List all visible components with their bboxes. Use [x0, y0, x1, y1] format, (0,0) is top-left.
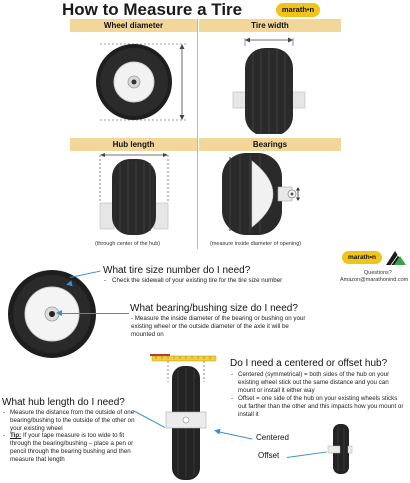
- hub-side-view-image: [146, 350, 226, 482]
- contact-questions: Questions?: [364, 270, 392, 276]
- centered-definition: Centered (symmetrical) = both sides of the hub on your existing wheel stick out the same distance and you can mount or install it either way: [238, 371, 390, 394]
- offset-definition: Offset = one side of the hub on your existing wheels sticks out farther than the other and this impacts how you mount or install it: [238, 395, 404, 418]
- contact-email: Amazon@marathonind.com: [340, 277, 409, 283]
- hub-length-instruction: Measure the distance from the outside of one bearing/bushing to the outside of the other on your existing wheel: [10, 409, 135, 432]
- brand-logo: marath•n: [276, 3, 320, 17]
- wheel-front-image: [6, 268, 98, 360]
- bearings-image: [222, 153, 322, 235]
- section-wheel-diameter-header: Wheel diameter: [70, 19, 197, 32]
- section-tire-width-header: Tire width: [199, 19, 341, 32]
- bearing-question: What bearing/bushing size do I need?: [130, 303, 298, 314]
- offset-arrow: [287, 451, 327, 458]
- contact-brand-logo: marath•n: [342, 251, 382, 264]
- mountain-logo-icon: [386, 249, 408, 265]
- tire-width-image: [199, 34, 341, 134]
- hub-offset-answers: - Centered (symmetrical) = both sides of the hub on your existing wheel stick out the same distance and you can mount or install it either way - Offset = one side of the hub on your existing wheels sticks out farther than the other and this impacts how you mount or install it: [231, 371, 404, 418]
- tire-size-answer: - Check the sidewall of your existing tire for the tire size number: [104, 277, 283, 284]
- section-bearings-header: Bearings: [199, 138, 341, 151]
- bearing-answer: - Measure the inside diameter of the bearing or bushing on your existing wheel or the outside diameter of the axle it will be mounted on: [131, 315, 306, 338]
- wheel-diameter-image: [70, 34, 197, 134]
- bearing-arrow: [59, 313, 129, 314]
- section-hub-length-header: Hub length: [70, 138, 197, 151]
- offset-label: Offset: [258, 451, 280, 460]
- hub-length-tip: Tip: If your tape measure is too wide to fit through the bearing/bushing – place a pen or pencil through the bearing bushing and then measure that length: [10, 432, 134, 463]
- hub-length-caption: (through center of the hub): [95, 241, 161, 247]
- bearing-arrow-head: [56, 310, 62, 316]
- section-divider: [197, 19, 198, 249]
- hub-length-image: [70, 153, 197, 235]
- hub-offset-question: Do I need a centered or offset hub?: [230, 358, 388, 369]
- page-title: How to Measure a Tire: [62, 0, 243, 19]
- hub-length-question: What hub length do I need?: [2, 397, 125, 408]
- offset-wheel-image: [326, 424, 356, 476]
- centered-label: Centered: [256, 433, 289, 442]
- bearings-caption: (measure inside diameter of opening): [210, 241, 302, 247]
- hub-length-answers: - Measure the distance from the outside of one bearing/bushing to the outside of the other on your existing wheel - Tip: If your tape measure is too wide to fit through the bearing/bushing – place a pen or pencil through the bearing bushing and then measure that length: [3, 409, 135, 463]
- tire-size-question: What tire size number do I need?: [103, 265, 251, 276]
- centered-arrow-head: [213, 427, 220, 434]
- tire-size-arrow-head: [65, 280, 72, 287]
